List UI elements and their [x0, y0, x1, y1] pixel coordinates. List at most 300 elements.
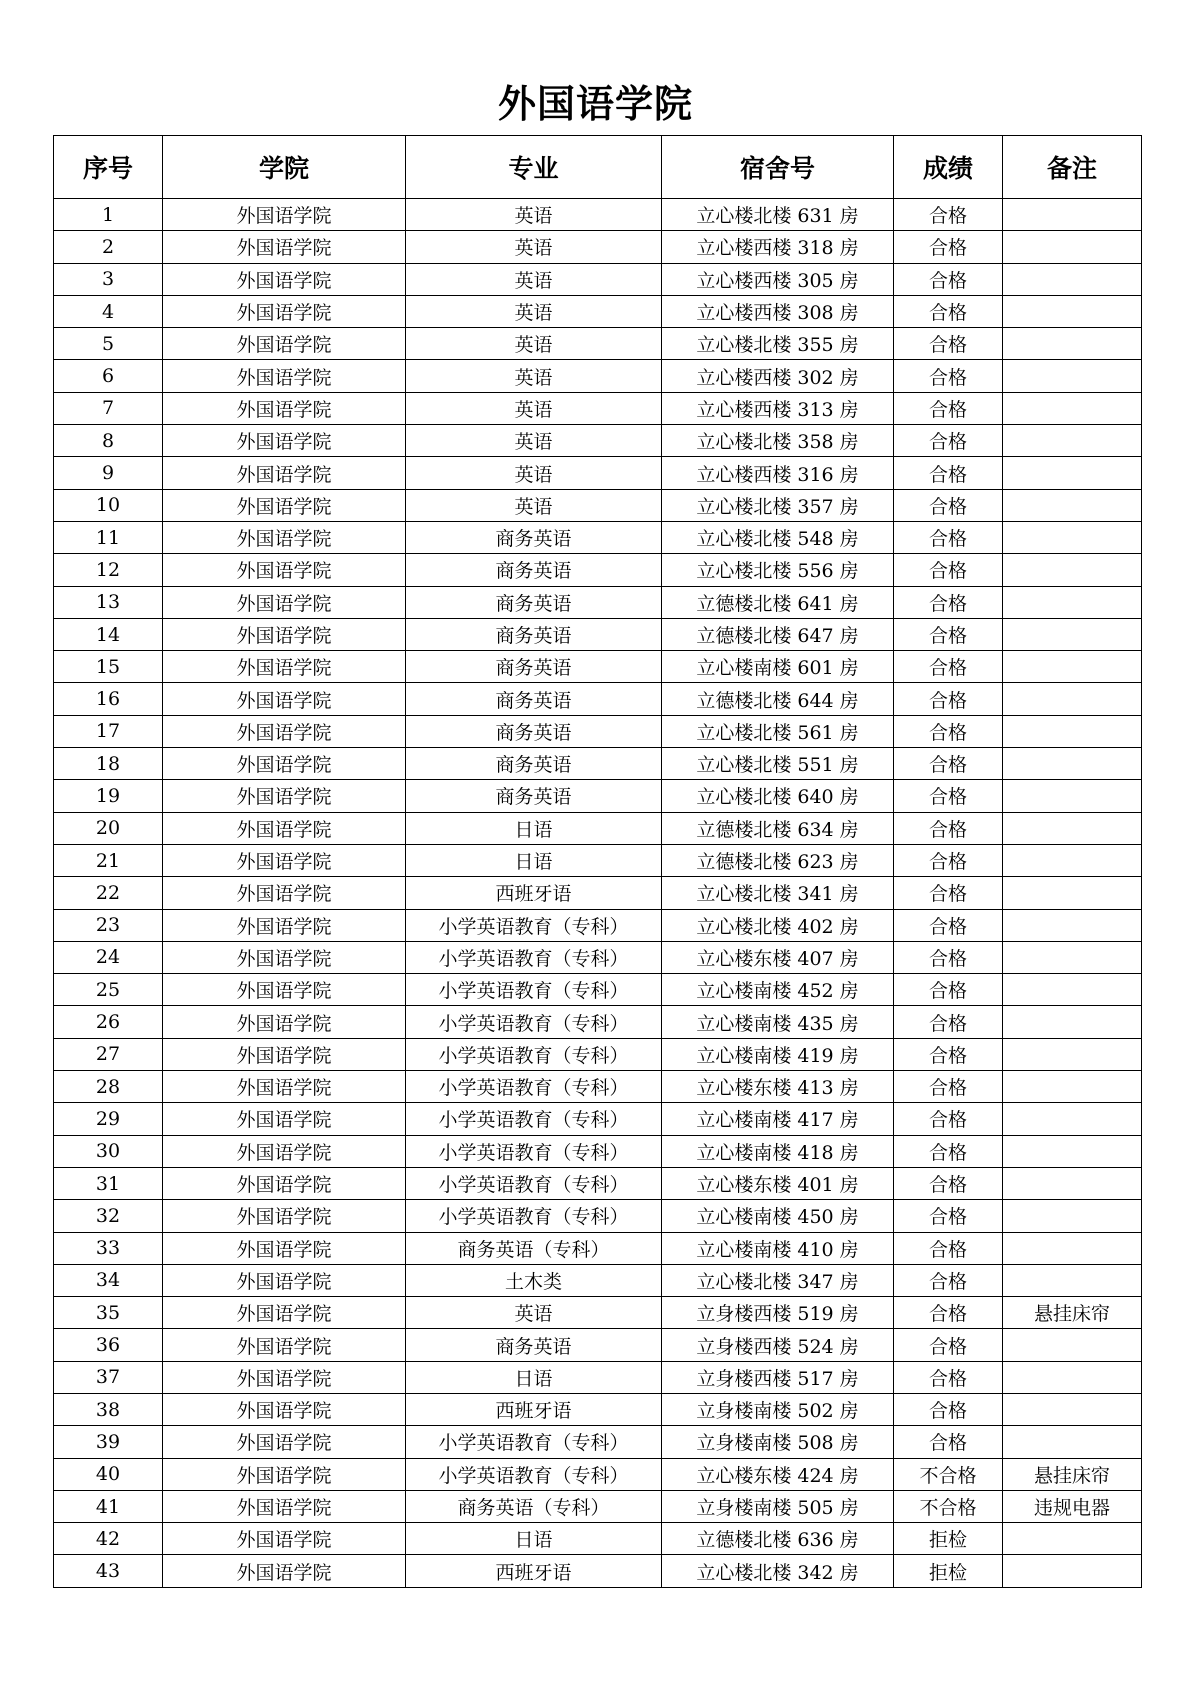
cell-dorm: 立身楼南楼 505 房: [662, 1490, 894, 1522]
cell-dorm: 立心楼西楼 305 房: [662, 263, 894, 295]
table-row: [54, 909, 1142, 941]
cell-college: 外国语学院: [163, 521, 406, 553]
cell-note: [1003, 651, 1142, 683]
cell-college: 外国语学院: [163, 1555, 406, 1587]
cell-dorm: 立身楼西楼 517 房: [662, 1361, 894, 1393]
cell-score: 合格: [894, 780, 1003, 812]
cell-seq: 26: [54, 1006, 163, 1038]
cell-major: 日语: [406, 1523, 662, 1555]
table-row: [54, 199, 1142, 231]
cell-score: 合格: [894, 1103, 1003, 1135]
cell-dorm: 立心楼北楼 355 房: [662, 328, 894, 360]
cell-dorm: 立心楼北楼 342 房: [662, 1555, 894, 1587]
cell-major: 商务英语: [406, 651, 662, 683]
cell-note: [1003, 1555, 1142, 1587]
cell-dorm: 立心楼南楼 452 房: [662, 974, 894, 1006]
table-row: [54, 554, 1142, 586]
cell-score: 不合格: [894, 1490, 1003, 1522]
cell-major: 英语: [406, 360, 662, 392]
cell-seq: 5: [54, 328, 163, 360]
cell-major: 商务英语: [406, 554, 662, 586]
cell-college: 外国语学院: [163, 1006, 406, 1038]
cell-seq: 14: [54, 618, 163, 650]
table-header-row: [54, 136, 1142, 199]
cell-note: [1003, 1393, 1142, 1425]
cell-seq: 20: [54, 812, 163, 844]
cell-major: 小学英语教育（专科）: [406, 1167, 662, 1199]
cell-note: [1003, 1103, 1142, 1135]
cell-note: [1003, 877, 1142, 909]
cell-seq: 18: [54, 748, 163, 780]
table-row: [54, 489, 1142, 521]
cell-score: 合格: [894, 425, 1003, 457]
cell-seq: 43: [54, 1555, 163, 1587]
cell-score: 合格: [894, 877, 1003, 909]
cell-score: 合格: [894, 295, 1003, 327]
cell-note: [1003, 1135, 1142, 1167]
table-row: [54, 618, 1142, 650]
cell-score: 合格: [894, 748, 1003, 780]
cell-major: 日语: [406, 812, 662, 844]
cell-seq: 11: [54, 521, 163, 553]
cell-major: 小学英语教育（专科）: [406, 1006, 662, 1038]
cell-seq: 25: [54, 974, 163, 1006]
cell-score: 合格: [894, 457, 1003, 489]
cell-college: 外国语学院: [163, 1523, 406, 1555]
header-college: 学院: [163, 136, 406, 199]
cell-score: 合格: [894, 618, 1003, 650]
table-row: [54, 1458, 1142, 1490]
table-row: [54, 974, 1142, 1006]
table-row: [54, 392, 1142, 424]
cell-major: 商务英语: [406, 586, 662, 618]
table-row: [54, 586, 1142, 618]
cell-seq: 19: [54, 780, 163, 812]
cell-college: 外国语学院: [163, 392, 406, 424]
cell-college: 外国语学院: [163, 554, 406, 586]
cell-note: [1003, 457, 1142, 489]
cell-note: [1003, 554, 1142, 586]
cell-major: 商务英语: [406, 521, 662, 553]
cell-score: 合格: [894, 586, 1003, 618]
cell-dorm: 立心楼西楼 308 房: [662, 295, 894, 327]
cell-dorm: 立心楼南楼 417 房: [662, 1103, 894, 1135]
cell-score: 合格: [894, 1232, 1003, 1264]
cell-seq: 31: [54, 1167, 163, 1199]
cell-major: 小学英语教育（专科）: [406, 1426, 662, 1458]
header-seq: 序号: [54, 136, 163, 199]
table-row: [54, 1071, 1142, 1103]
cell-seq: 21: [54, 844, 163, 876]
cell-major: 小学英语教育（专科）: [406, 1071, 662, 1103]
cell-note: [1003, 1200, 1142, 1232]
cell-dorm: 立身楼南楼 502 房: [662, 1393, 894, 1425]
cell-college: 外国语学院: [163, 1264, 406, 1296]
cell-major: 英语: [406, 1297, 662, 1329]
cell-score: 合格: [894, 844, 1003, 876]
table-row: [54, 812, 1142, 844]
cell-score: 合格: [894, 554, 1003, 586]
cell-college: 外国语学院: [163, 683, 406, 715]
cell-college: 外国语学院: [163, 1135, 406, 1167]
cell-note: [1003, 425, 1142, 457]
cell-note: [1003, 618, 1142, 650]
cell-college: 外国语学院: [163, 780, 406, 812]
header-score: 成绩: [894, 136, 1003, 199]
cell-seq: 7: [54, 392, 163, 424]
cell-college: 外国语学院: [163, 425, 406, 457]
cell-seq: 10: [54, 489, 163, 521]
cell-seq: 42: [54, 1523, 163, 1555]
cell-note: [1003, 392, 1142, 424]
cell-note: [1003, 1006, 1142, 1038]
cell-score: 合格: [894, 683, 1003, 715]
cell-seq: 39: [54, 1426, 163, 1458]
cell-seq: 16: [54, 683, 163, 715]
cell-note: [1003, 1167, 1142, 1199]
cell-major: 商务英语: [406, 1329, 662, 1361]
cell-major: 英语: [406, 489, 662, 521]
cell-seq: 4: [54, 295, 163, 327]
cell-major: 英语: [406, 231, 662, 263]
cell-major: 商务英语（专科）: [406, 1490, 662, 1522]
cell-seq: 41: [54, 1490, 163, 1522]
cell-score: 合格: [894, 1135, 1003, 1167]
cell-dorm: 立心楼北楼 341 房: [662, 877, 894, 909]
cell-note: [1003, 328, 1142, 360]
cell-note: [1003, 941, 1142, 973]
cell-college: 外国语学院: [163, 715, 406, 747]
cell-college: 外国语学院: [163, 1393, 406, 1425]
cell-major: 商务英语: [406, 780, 662, 812]
cell-note: [1003, 360, 1142, 392]
cell-major: 西班牙语: [406, 1555, 662, 1587]
table-row: [54, 295, 1142, 327]
cell-score: 合格: [894, 521, 1003, 553]
cell-dorm: 立心楼北楼 556 房: [662, 554, 894, 586]
cell-score: 合格: [894, 1329, 1003, 1361]
cell-seq: 9: [54, 457, 163, 489]
cell-dorm: 立心楼北楼 551 房: [662, 748, 894, 780]
cell-note: [1003, 1264, 1142, 1296]
cell-seq: 28: [54, 1071, 163, 1103]
table-row: [54, 1490, 1142, 1522]
cell-seq: 17: [54, 715, 163, 747]
cell-dorm: 立心楼南楼 410 房: [662, 1232, 894, 1264]
cell-seq: 33: [54, 1232, 163, 1264]
cell-major: 小学英语教育（专科）: [406, 1200, 662, 1232]
cell-seq: 24: [54, 941, 163, 973]
cell-seq: 36: [54, 1329, 163, 1361]
cell-dorm: 立心楼北楼 357 房: [662, 489, 894, 521]
header-dorm: 宿舍号: [662, 136, 894, 199]
table-row: [54, 457, 1142, 489]
cell-college: 外国语学院: [163, 1426, 406, 1458]
cell-dorm: 立心楼西楼 302 房: [662, 360, 894, 392]
cell-dorm: 立心楼北楼 561 房: [662, 715, 894, 747]
cell-college: 外国语学院: [163, 1071, 406, 1103]
cell-dorm: 立心楼北楼 402 房: [662, 909, 894, 941]
cell-college: 外国语学院: [163, 1361, 406, 1393]
cell-college: 外国语学院: [163, 941, 406, 973]
cell-college: 外国语学院: [163, 618, 406, 650]
cell-dorm: 立德楼北楼 644 房: [662, 683, 894, 715]
cell-dorm: 立心楼西楼 313 房: [662, 392, 894, 424]
cell-score: 合格: [894, 1361, 1003, 1393]
cell-note: [1003, 909, 1142, 941]
cell-seq: 23: [54, 909, 163, 941]
cell-major: 商务英语: [406, 715, 662, 747]
cell-major: 商务英语: [406, 683, 662, 715]
cell-score: 拒检: [894, 1523, 1003, 1555]
cell-dorm: 立心楼北楼 347 房: [662, 1264, 894, 1296]
cell-college: 外国语学院: [163, 974, 406, 1006]
cell-dorm: 立心楼南楼 601 房: [662, 651, 894, 683]
cell-college: 外国语学院: [163, 295, 406, 327]
cell-score: 合格: [894, 909, 1003, 941]
table-row: [54, 683, 1142, 715]
cell-seq: 32: [54, 1200, 163, 1232]
table-row: [54, 1426, 1142, 1458]
cell-note: [1003, 1071, 1142, 1103]
cell-seq: 12: [54, 554, 163, 586]
cell-college: 外国语学院: [163, 748, 406, 780]
cell-note: [1003, 1361, 1142, 1393]
cell-seq: 3: [54, 263, 163, 295]
cell-college: 外国语学院: [163, 812, 406, 844]
cell-dorm: 立身楼南楼 508 房: [662, 1426, 894, 1458]
table-row: [54, 1038, 1142, 1070]
cell-major: 小学英语教育（专科）: [406, 909, 662, 941]
table-row: [54, 425, 1142, 457]
cell-major: 日语: [406, 844, 662, 876]
cell-dorm: 立心楼东楼 413 房: [662, 1071, 894, 1103]
cell-note: [1003, 295, 1142, 327]
cell-major: 英语: [406, 425, 662, 457]
cell-dorm: 立心楼南楼 419 房: [662, 1038, 894, 1070]
cell-dorm: 立心楼北楼 548 房: [662, 521, 894, 553]
cell-dorm: 立德楼北楼 634 房: [662, 812, 894, 844]
table-row: [54, 1555, 1142, 1587]
table-row: [54, 1523, 1142, 1555]
cell-dorm: 立心楼南楼 435 房: [662, 1006, 894, 1038]
cell-score: 合格: [894, 812, 1003, 844]
cell-score: 合格: [894, 263, 1003, 295]
cell-major: 小学英语教育（专科）: [406, 1135, 662, 1167]
cell-note: [1003, 489, 1142, 521]
table-row: [54, 941, 1142, 973]
cell-major: 英语: [406, 263, 662, 295]
table-row: [54, 877, 1142, 909]
cell-major: 英语: [406, 199, 662, 231]
cell-dorm: 立心楼北楼 358 房: [662, 425, 894, 457]
cell-college: 外国语学院: [163, 909, 406, 941]
table-row: [54, 1135, 1142, 1167]
cell-seq: 13: [54, 586, 163, 618]
cell-college: 外国语学院: [163, 263, 406, 295]
cell-dorm: 立心楼南楼 418 房: [662, 1135, 894, 1167]
inspection-table: [53, 135, 1142, 1588]
table-row: [54, 521, 1142, 553]
table-row: [54, 263, 1142, 295]
cell-college: 外国语学院: [163, 1038, 406, 1070]
cell-note: [1003, 974, 1142, 1006]
cell-major: 英语: [406, 295, 662, 327]
cell-score: 合格: [894, 360, 1003, 392]
cell-college: 外国语学院: [163, 360, 406, 392]
cell-note: [1003, 231, 1142, 263]
cell-dorm: 立心楼东楼 407 房: [662, 941, 894, 973]
cell-score: 合格: [894, 1071, 1003, 1103]
cell-college: 外国语学院: [163, 489, 406, 521]
cell-score: 拒检: [894, 1555, 1003, 1587]
cell-seq: 6: [54, 360, 163, 392]
cell-note: [1003, 748, 1142, 780]
cell-college: 外国语学院: [163, 877, 406, 909]
cell-seq: 15: [54, 651, 163, 683]
table-row: [54, 1200, 1142, 1232]
cell-major: 土木类: [406, 1264, 662, 1296]
cell-dorm: 立心楼东楼 424 房: [662, 1458, 894, 1490]
cell-college: 外国语学院: [163, 1329, 406, 1361]
cell-major: 商务英语: [406, 748, 662, 780]
cell-score: 合格: [894, 489, 1003, 521]
cell-major: 小学英语教育（专科）: [406, 1103, 662, 1135]
cell-college: 外国语学院: [163, 1458, 406, 1490]
header-major: 专业: [406, 136, 662, 199]
cell-score: 不合格: [894, 1458, 1003, 1490]
cell-note: [1003, 1523, 1142, 1555]
table-row: [54, 715, 1142, 747]
cell-seq: 37: [54, 1361, 163, 1393]
cell-note: [1003, 715, 1142, 747]
cell-seq: 38: [54, 1393, 163, 1425]
cell-seq: 29: [54, 1103, 163, 1135]
table-row: [54, 1167, 1142, 1199]
cell-college: 外国语学院: [163, 1200, 406, 1232]
header-note: 备注: [1003, 136, 1142, 199]
cell-college: 外国语学院: [163, 457, 406, 489]
cell-seq: 30: [54, 1135, 163, 1167]
cell-score: 合格: [894, 1297, 1003, 1329]
cell-seq: 8: [54, 425, 163, 457]
cell-dorm: 立德楼北楼 641 房: [662, 586, 894, 618]
cell-college: 外国语学院: [163, 844, 406, 876]
cell-dorm: 立心楼东楼 401 房: [662, 1167, 894, 1199]
cell-seq: 2: [54, 231, 163, 263]
table-body: [54, 199, 1142, 1588]
cell-college: 外国语学院: [163, 1297, 406, 1329]
cell-note: [1003, 263, 1142, 295]
cell-dorm: 立身楼西楼 519 房: [662, 1297, 894, 1329]
cell-seq: 22: [54, 877, 163, 909]
table-row: [54, 651, 1142, 683]
cell-major: 英语: [406, 457, 662, 489]
cell-note: [1003, 1329, 1142, 1361]
cell-score: 合格: [894, 328, 1003, 360]
cell-note: [1003, 780, 1142, 812]
cell-score: 合格: [894, 1264, 1003, 1296]
table-row: [54, 1264, 1142, 1296]
page-title: 外国语学院: [497, 82, 693, 126]
cell-seq: 34: [54, 1264, 163, 1296]
cell-dorm: 立身楼西楼 524 房: [662, 1329, 894, 1361]
cell-note: [1003, 1232, 1142, 1264]
cell-score: 合格: [894, 392, 1003, 424]
table-row: [54, 360, 1142, 392]
cell-major: 小学英语教育（专科）: [406, 1458, 662, 1490]
cell-major: 日语: [406, 1361, 662, 1393]
table-row: [54, 1361, 1142, 1393]
cell-score: 合格: [894, 941, 1003, 973]
cell-college: 外国语学院: [163, 586, 406, 618]
cell-score: 合格: [894, 974, 1003, 1006]
cell-score: 合格: [894, 1393, 1003, 1425]
cell-college: 外国语学院: [163, 1167, 406, 1199]
table-row: [54, 780, 1142, 812]
cell-seq: 40: [54, 1458, 163, 1490]
table-row: [54, 1393, 1142, 1425]
cell-major: 英语: [406, 392, 662, 424]
cell-note: 悬挂床帘: [1003, 1458, 1142, 1490]
cell-note: [1003, 199, 1142, 231]
cell-seq: 35: [54, 1297, 163, 1329]
cell-score: 合格: [894, 231, 1003, 263]
cell-dorm: 立心楼北楼 631 房: [662, 199, 894, 231]
cell-score: 合格: [894, 1038, 1003, 1070]
table-row: [54, 231, 1142, 263]
cell-dorm: 立德楼北楼 647 房: [662, 618, 894, 650]
cell-note: [1003, 1426, 1142, 1458]
cell-score: 合格: [894, 1167, 1003, 1199]
cell-college: 外国语学院: [163, 1103, 406, 1135]
cell-note: [1003, 844, 1142, 876]
cell-college: 外国语学院: [163, 231, 406, 263]
cell-note: [1003, 683, 1142, 715]
table-row: [54, 1329, 1142, 1361]
cell-major: 商务英语: [406, 618, 662, 650]
cell-score: 合格: [894, 1200, 1003, 1232]
cell-seq: 1: [54, 199, 163, 231]
cell-note: [1003, 1038, 1142, 1070]
cell-major: 小学英语教育（专科）: [406, 1038, 662, 1070]
cell-score: 合格: [894, 715, 1003, 747]
cell-college: 外国语学院: [163, 199, 406, 231]
table-row: [54, 844, 1142, 876]
cell-major: 商务英语（专科）: [406, 1232, 662, 1264]
cell-note: [1003, 521, 1142, 553]
table-row: [54, 1297, 1142, 1329]
cell-seq: 27: [54, 1038, 163, 1070]
cell-college: 外国语学院: [163, 1490, 406, 1522]
cell-note: 违规电器: [1003, 1490, 1142, 1522]
cell-score: 合格: [894, 1006, 1003, 1038]
table-row: [54, 1006, 1142, 1038]
cell-major: 西班牙语: [406, 1393, 662, 1425]
cell-college: 外国语学院: [163, 328, 406, 360]
cell-college: 外国语学院: [163, 651, 406, 683]
cell-dorm: 立心楼北楼 640 房: [662, 780, 894, 812]
cell-college: 外国语学院: [163, 1232, 406, 1264]
cell-dorm: 立德楼北楼 636 房: [662, 1523, 894, 1555]
cell-major: 英语: [406, 328, 662, 360]
table-row: [54, 1103, 1142, 1135]
cell-dorm: 立心楼南楼 450 房: [662, 1200, 894, 1232]
cell-note: [1003, 812, 1142, 844]
cell-dorm: 立德楼北楼 623 房: [662, 844, 894, 876]
cell-major: 西班牙语: [406, 877, 662, 909]
cell-note: [1003, 586, 1142, 618]
